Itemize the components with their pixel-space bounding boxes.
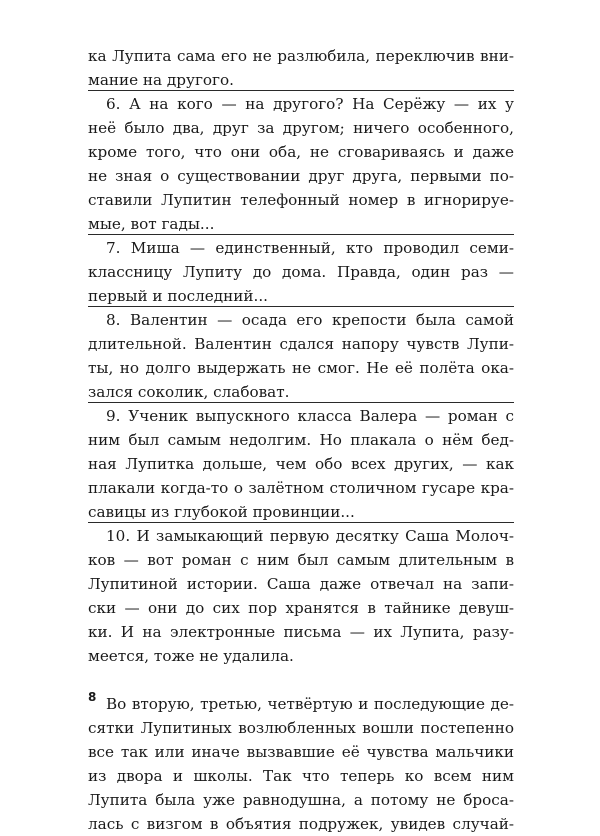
text-line: ки. И на электронные письма — их Лупита, разу- bbox=[88, 623, 514, 641]
text-line: классницу Лупиту до дома. Правда, один раз — bbox=[88, 263, 514, 281]
text-line: мые, вот гады... bbox=[88, 215, 215, 233]
text-line: лась с визгом в объятия подружек, увидев случай- bbox=[88, 815, 514, 833]
blank-space bbox=[88, 668, 514, 692]
text-line: 8. Валентин — осада его крепости была самой bbox=[106, 311, 514, 329]
paragraph-item-10 bbox=[88, 524, 514, 668]
text-line: первый и последний... bbox=[88, 287, 268, 305]
paragraph-item-6 bbox=[88, 92, 514, 236]
text-line: Во вторую, третью, четвёртую и последующие де- bbox=[106, 695, 514, 713]
text-line: ски — они до сих пор хранятся в тайнике девуш- bbox=[88, 599, 514, 617]
text-line: Лупитиной истории. Саша даже отвечал на запи- bbox=[88, 575, 514, 593]
paragraph-intro-tail bbox=[88, 44, 514, 92]
text-line: ставили Лупитин телефонный номер в игнорируе- bbox=[88, 191, 514, 209]
text-line: 7. Миша — единственный, кто проводил семи- bbox=[106, 239, 514, 257]
text-line: не зная о существовании друг друга, первыми по- bbox=[88, 167, 514, 185]
text-page bbox=[88, 44, 514, 836]
paragraph-closing bbox=[88, 692, 514, 836]
paragraph-item-9 bbox=[88, 404, 514, 524]
text-line: неё было два, друг за другом; ничего особенного, bbox=[88, 119, 514, 137]
paragraph-item-8 bbox=[88, 308, 514, 404]
text-line: ты, но долго выдержать не смог. Не её полёта ока- bbox=[88, 359, 514, 377]
text-line: меется, тоже не удалила. bbox=[88, 647, 294, 665]
text-line: из двора и школы. Так что теперь ко всем ним bbox=[88, 767, 514, 785]
text-line: ка Лупита сама его не разлюбила, переключив вни- bbox=[88, 47, 514, 65]
text-line: савицы из глубокой провинции... bbox=[88, 503, 355, 521]
text-line: плакали когда-то о залётном столичном гусаре кра- bbox=[88, 479, 514, 497]
text-line: мание на другого. bbox=[88, 71, 234, 89]
text-line: сятки Лупитиных возлюбленных вошли постепенно bbox=[88, 719, 514, 737]
text-line: кроме того, что они оба, не сговариваясь и даже bbox=[88, 143, 514, 161]
text-line: ная Лупитка дольше, чем обо всех других, — как bbox=[88, 455, 514, 473]
text-line: длительной. Валентин сдался напору чувств Лупи- bbox=[88, 335, 514, 353]
text-line: Лупита была уже равнодушна, а потому не броса- bbox=[88, 791, 514, 809]
text-line: 9. Ученик выпускного класса Валера — роман с bbox=[106, 407, 514, 425]
text-line: 6. А на кого — на другого? На Серёжу — их у bbox=[106, 95, 514, 113]
page-number: 8 bbox=[88, 690, 97, 704]
text-line: зался соколик, слабоват. bbox=[88, 383, 290, 401]
text-line: ним был самым недолгим. Но плакала о нём бед- bbox=[88, 431, 514, 449]
paragraph-item-7 bbox=[88, 236, 514, 308]
text-line: 10. И замыкающий первую десятку Саша Молоч- bbox=[106, 527, 514, 545]
text-line: все так или иначе вызвавшие её чувства мальчики bbox=[88, 743, 514, 761]
text-line: ков — вот роман с ним был самым длительным в bbox=[88, 551, 514, 569]
